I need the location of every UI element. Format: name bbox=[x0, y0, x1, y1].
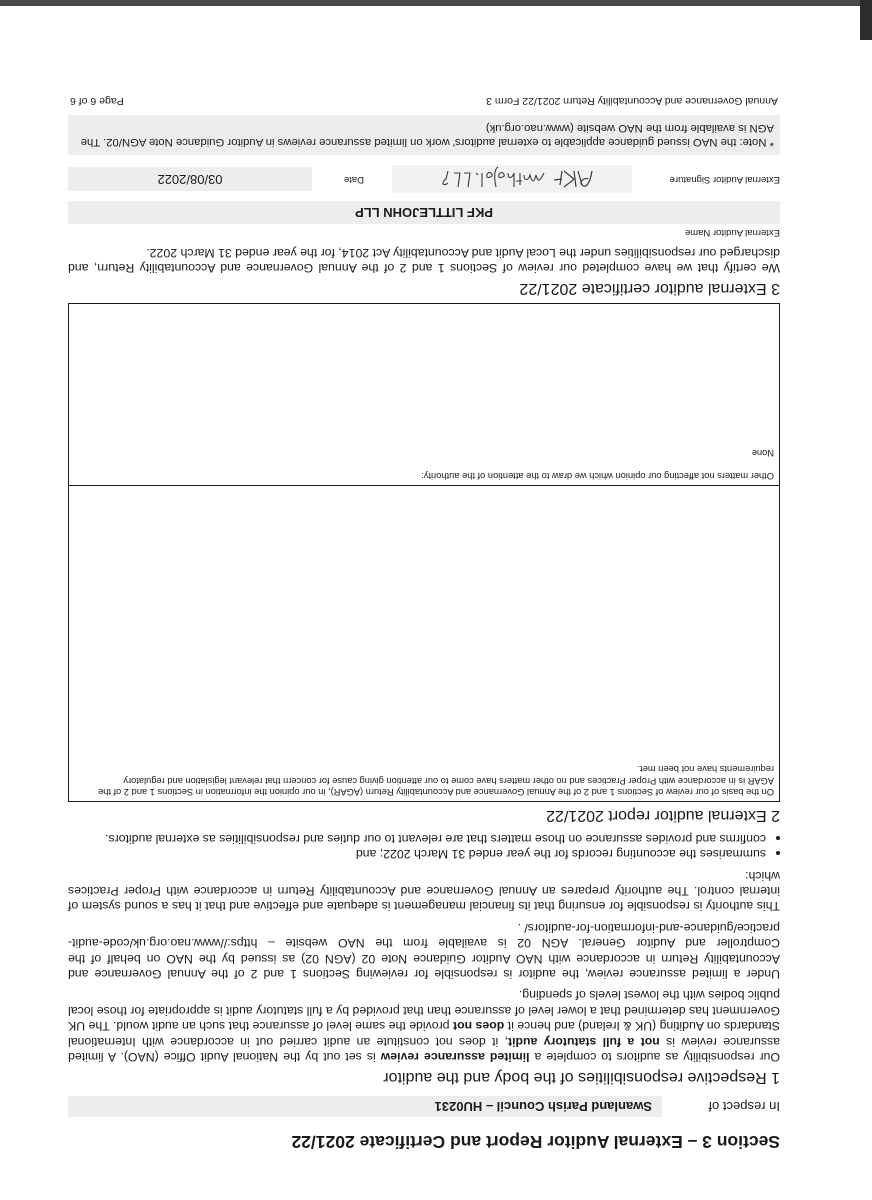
p1-text-g: provide the same level of assurance that such an audit would. The UK Government has determined that a lower level of assurance than that provided by a full statutory audit is appropriate for those local public bodies with the lowest levels of spending. bbox=[68, 988, 780, 1034]
page-footer bbox=[68, 96, 780, 108]
date-label: Date bbox=[343, 174, 364, 185]
p1-bold-not-full-audit: not a full statutory audit bbox=[507, 1034, 660, 1049]
other-matters-box bbox=[68, 303, 780, 485]
in-respect-row bbox=[68, 1096, 780, 1117]
bullet-confirms: • confirms and provides assurance on those matters that are relevant to our duties and responsibilities as external auditors. bbox=[68, 830, 766, 845]
section1-paragraph-2: Under a limited assurance review, the auditor is responsible for reviewing Sections 1 and 2 of the Annual Governance and Accountability Return in accordance with NAO Auditor Guidance Note 02 (AGN 02) as issued by the NAO on behalf of the Comptroller and Auditor General. AGN 02 is available from the NAO website – https://www.nao.org.uk/code-audit-practice/guidance-and-information-for-auditors/ . bbox=[68, 920, 780, 981]
p1-text-c: is set out by the National Audit Office (NAO). A limited assurance review is bbox=[68, 1034, 780, 1064]
in-respect-value: Swanland Parish Council – HU0231 bbox=[68, 1096, 662, 1117]
section1-bullets bbox=[68, 830, 780, 861]
footer-page-number: Page 6 of 6 bbox=[70, 95, 124, 108]
nao-note: * Note: the NAO issued guidance applicable to external auditors' work on limited assurance reviews in Auditor Guidance Note AGN/02. The AGN is available from the NAO website (www.nao.org.uk) bbox=[68, 116, 780, 156]
signature-row bbox=[68, 166, 780, 194]
signature-field bbox=[392, 166, 632, 194]
opinion-text: On the basis of our review of Sections 1 and 2 of the Annual Governance and Accountability Return (AGAR), in our opinion the information in Sections 1 and 2 of the AGAR is in accordance with Proper Practices and no other matters have come to our attention giving cause for concern that relevant legislation and regulatory requirements have not been met. bbox=[98, 764, 774, 798]
certify-paragraph: We certify that we have completed our review of Sections 1 and 2 of the Annual Governance and Accountability Return, and discharged our responsibilities under the Local Audit and Accountability Act 2014, for the year ended 31 March 2022. bbox=[68, 245, 780, 276]
section3-heading: 3 External auditor certificate 2021/22 bbox=[519, 280, 780, 298]
signature-label: External Auditor Signature bbox=[669, 174, 780, 185]
p1-bold-limited-assurance: limited assurance review bbox=[380, 1050, 530, 1064]
handwritten-signature bbox=[416, 166, 596, 194]
p1-bold-does-not: does not bbox=[453, 1019, 505, 1034]
in-respect-label: In respect of bbox=[708, 1099, 780, 1114]
p1-text-a: Our responsibility as auditors to complete a bbox=[529, 1050, 780, 1064]
auditor-name-label: External Auditor Name bbox=[684, 227, 780, 239]
other-matters-value: None bbox=[751, 447, 774, 458]
section1-paragraph-1 bbox=[68, 987, 780, 1064]
page-content bbox=[68, 96, 780, 1153]
bullet-summarises: • summarises the accounting records for the year ended 31 March 2022; and bbox=[68, 846, 766, 861]
other-matters-label: Other matters not affecting our opinion which we draw to the attention of the authority: bbox=[421, 471, 774, 482]
section1-paragraph-3: This authority is responsible for ensuring that its financial management is adequate and effective and that it has a sound system of internal control. The authority prepares an Annual Governance and Accountability Return in accordance with Proper Practices which: bbox=[68, 868, 780, 914]
auditor-name-value: PKF LITTLEJOHN LLP bbox=[68, 202, 780, 225]
section2-heading: 2 External auditor report 2021/22 bbox=[546, 807, 780, 825]
section1-heading: 1 Respective responsibilities of the body and the auditor bbox=[383, 1069, 780, 1086]
date-value: 03/08/2022 bbox=[68, 168, 312, 192]
footer-form-title: Annual Governance and Accountability Return 2021/22 Form 3 bbox=[486, 95, 778, 108]
opinion-box bbox=[68, 485, 780, 802]
p1-text-e: , it does not constitute an audit carried out in accordance with International Standards on Auditing (UK & Ireland) and hence it bbox=[68, 1019, 780, 1049]
document-title: Section 3 – External Auditor Report and Certificate 2021/22 bbox=[291, 1132, 780, 1152]
